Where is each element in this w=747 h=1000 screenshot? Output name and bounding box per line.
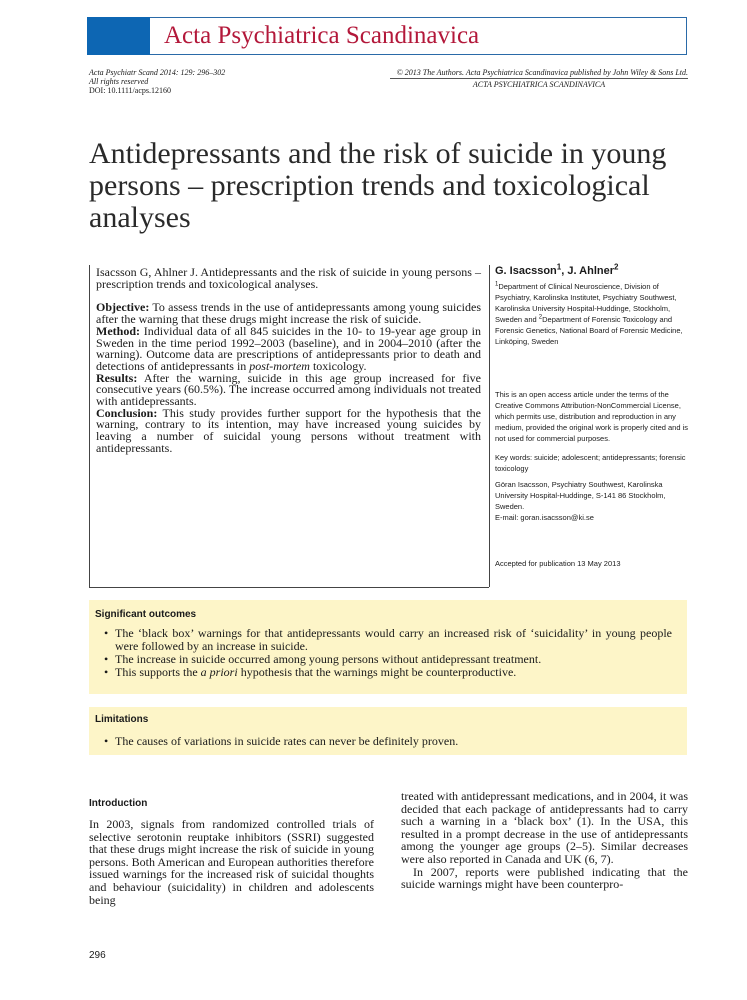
bullet-icon: • <box>104 652 109 666</box>
copyright-line: © 2013 The Authors. Acta Psychiatrica Scandinavica published by John Wiley & Sons Ltd. <box>396 68 688 77</box>
copyright-rule <box>390 78 688 79</box>
author-2-sup: 2 <box>614 262 619 272</box>
paragraph: In 2003, signals from randomized controlled trials of selective serotonin reuptake inhibitors (SSRI) suggested that these drugs might increase the risk of suicide in young persons. Both American and European authorities therefore issued warnings for the increased risk of suicidal thoughts and behaviour (suicidality) in children and adolescents being <box>89 817 374 907</box>
journal-name: Acta Psychiatrica Scandinavica <box>164 22 480 49</box>
results-text: After the warning, suicide in this age group increased for five consecutive years (60.5%). The increase occurred among individuals not treated with antidepressants. <box>96 370 481 409</box>
conclusion-label: Conclusion: <box>96 405 158 420</box>
abstract-objective <box>96 302 481 325</box>
bullet-icon: • <box>104 626 109 640</box>
list-item <box>89 735 672 748</box>
email: E-mail: goran.isacsson@ki.se <box>495 513 594 522</box>
page-number: 296 <box>89 950 106 961</box>
limitations-list <box>89 735 672 748</box>
abstract-method <box>96 323 481 373</box>
outcome-text: The increase in suicide occurred among young persons without antidepressant treatment. <box>115 652 542 666</box>
affiliations <box>495 281 690 347</box>
accepted-date: Accepted for publication 13 May 2013 <box>495 559 621 568</box>
abstract-conclusion <box>96 405 482 455</box>
outcome-text-end: hypothesis that the warnings might be counterproductive. <box>240 665 517 679</box>
author-separator: , <box>561 265 568 277</box>
abstract <box>96 267 481 455</box>
abstract-bottom-border <box>89 587 489 588</box>
license-notice: This is an open access article under the terms of the Creative Commons Attribution-NonCommercial License, which permits use, distribution and reproduction in any medium, provided the original work is properly cited and is not used for commercial purposes. <box>495 390 689 443</box>
paragraph: treated with antidepressant medications, and in 2004, it was decided that each package of antidepressants had to carry such a warning in a ‘black box’ (1). In the USA, this resulted in a prompt decrease in the use of antidepressants among the younger age groups (2–5). Similar decreases were also reported in Canada and UK (6, 7). <box>401 789 688 866</box>
doi: DOI: 10.1111/acps.12160 <box>89 86 171 95</box>
outcome-text: The ‘black box’ warnings for that antidepressants would carry an increased risk of ‘suicidality’ in young people were followed by an increase in suicide. <box>115 626 672 653</box>
abstract-citation: Isacsson G, Ahlner J. Antidepressants and the risk of suicide in young persons – prescription trends and toxicological analyses. <box>96 265 481 291</box>
outcome-italic: a priori <box>200 665 238 679</box>
author-1-sup: 1 <box>556 262 562 272</box>
outcomes-list <box>89 627 672 679</box>
paragraph: In 2007, reports were published indicating that the suicide warnings might have been counterpro- <box>401 864 688 892</box>
list-item <box>89 666 672 679</box>
objective-label: Objective: <box>96 300 150 315</box>
author-2: J. Ahlner <box>567 265 615 277</box>
affiliation-2-sup: 2 <box>538 314 543 321</box>
article-title: Antidepressants and the risk of suicide in young persons – prescription trends and toxicological analyses <box>89 137 667 234</box>
method-text: Individual data of all 845 suicides in the 10- to 19-year age group in Sweden in the time period 1992–2003 (baseline), and in 2004–2010 (after the warning). Outcome data are prescriptions of antidepressants prior to death and detections of antidepressants in <box>96 323 481 373</box>
abstract-divider <box>489 265 490 587</box>
affiliation-1: Department of Clinical Neuroscience, Division of Psychiatry, Karolinska Institutet, Psychiatry Southwest, Karolinska University Hospital-Huddinge, Stockholm, Sweden and <box>495 282 677 324</box>
citation-meta <box>89 68 225 95</box>
outcome-text: This supports the <box>115 665 198 679</box>
conclusion-text: This study provides further support for the hypothesis that the warning, contrary to its intention, may have increased young suicides by leaving a number of suicidal young persons without treatment with antidepressants. <box>96 405 482 455</box>
author-list <box>495 264 690 278</box>
journal-caps: ACTA PSYCHIATRICA SCANDINAVICA <box>472 80 606 89</box>
method-italic: post-mortem <box>249 358 310 373</box>
author-1: G. Isacsson <box>495 265 557 277</box>
body-column-left <box>89 818 374 906</box>
affiliation-2: Department of Forensic Toxicology and Forensic Genetics, National Board of Forensic Medicine, Linköping, Sweden <box>495 315 683 346</box>
outcomes-heading: Significant outcomes <box>95 609 197 620</box>
correspondence: Göran Isacsson, Psychiatry Southwest, Karolinska University Hospital-Huddinge, S-141 86 Stockholm, Sweden. <box>495 480 666 511</box>
method-text-end: toxicology. <box>312 358 367 373</box>
abstract-results <box>96 370 481 409</box>
journal-citation: Acta Psychiatr Scand 2014: 129: 296–302 <box>89 68 226 77</box>
method-label: Method: <box>96 323 140 338</box>
journal-header-block <box>87 17 150 55</box>
limitations-heading: Limitations <box>95 714 149 725</box>
rights-notice: All rights reserved <box>89 77 149 86</box>
results-label: Results: <box>96 370 138 385</box>
list-item <box>89 627 672 653</box>
bullet-icon: • <box>104 665 109 679</box>
abstract-left-border <box>89 265 90 587</box>
copyright-meta <box>330 68 688 89</box>
limitations-box <box>89 707 687 755</box>
section-heading-introduction: Introduction <box>89 798 148 809</box>
author-sidebar <box>495 264 690 569</box>
limitation-text: The causes of variations in suicide rates can never be definitely proven. <box>115 734 459 748</box>
bullet-icon: • <box>104 734 109 748</box>
body-column-right <box>401 790 688 891</box>
affiliation-1-sup: 1 <box>495 281 499 288</box>
keywords: Key words: suicide; adolescent; antidepressants; forensic toxicology <box>495 453 686 473</box>
significant-outcomes-box <box>89 600 687 694</box>
objective-text: To assess trends in the use of antidepressants among young suicides after the warning that these drugs might increase the risk of suicide. <box>96 300 481 327</box>
